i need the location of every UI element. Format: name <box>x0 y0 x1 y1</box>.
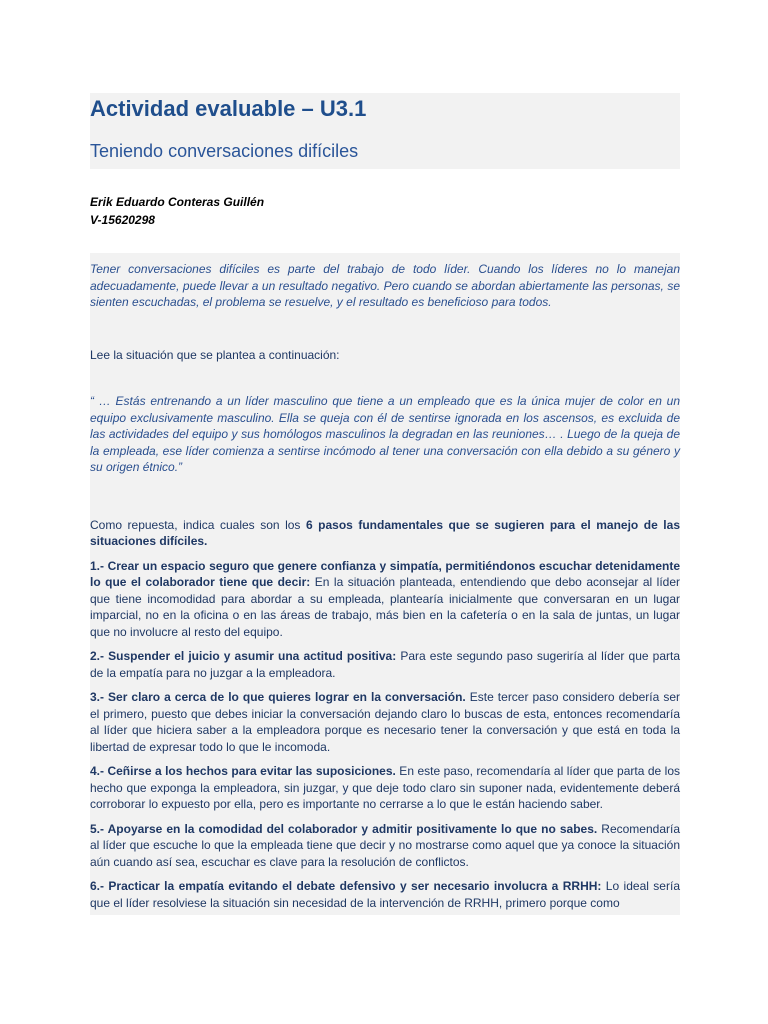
title-block <box>90 93 680 169</box>
step-text: Este tercer paso considero debería ser el primero, puesto que debes iniciar la conversación dejando claro lo buscas de esta, entonces recomendaría al líder que hiciera saber a la empleadora porque es necesario tener la conversación y que está en toda la libertad de expresar todo lo que le incomoda. <box>90 690 680 754</box>
step-text: Para este segundo paso sugeriría al líder que parta de la empatía para no juzgar a la empleadora. <box>90 649 681 680</box>
step-text: En este paso, recomendaría al líder que parta de los hecho que exponga la empleadora, sin juzgar, y que deje todo claro sin suponer nada, evidentemente deberá corroborar lo expuesto por ella, pero es importante no cerrarse a lo que le están haciendo saber. <box>90 764 680 811</box>
step-text: Recomendaría al líder que escuche lo que la empleada tiene que decir y no mostrarse como aquel que ya conoce la situación aún cuando así sea, escuchar es clave para la resolución de conflictos. <box>90 821 680 869</box>
body-area <box>90 253 680 915</box>
step-heading: 3.- Ser claro a cerca de lo que quieres lograr en la conversación. <box>90 690 466 704</box>
step-heading: 1.- Crear un espacio seguro que genere confianza y simpatía, permitiéndonos escuchar detenidamente lo que el colaborador tiene que decir: <box>90 558 680 589</box>
step-heading: 2.- Suspender el juicio y asumir una actitud positiva: <box>90 649 397 663</box>
step-heading: 6.- Practicar la empatía evitando el debate defensivo y ser necesario involucra a RRHH: <box>90 879 602 893</box>
situation-quote: “ … Estás entrenando a un líder masculino que tiene a un empleado que es la única mujer de color en un equipo exclusivamente masculino. Ella se queja con él de sentirse ignorada en los ascensos, es excluida de las actividades del equipo y sus homólogos masculinos la degradan en las reuniones… . Luego de la queja de la empleada, ese líder comienza a sentirse incómodo al tener una conversación con ella debido a su género y su origen étnico.” <box>90 394 680 474</box>
instruction-paragraph <box>90 517 680 550</box>
document-subtitle: Teniendo conversaciones difíciles <box>90 141 359 161</box>
author-block <box>90 193 680 229</box>
author-id: V-15620298 <box>90 213 155 227</box>
step-text: Lo ideal sería que el líder resolviese la situación sin necesidad de la intervención de RRHH, primero porque como <box>90 879 680 910</box>
step-paragraph <box>90 648 680 681</box>
step-text: En la situación planteada, entendiendo que debo aconsejar al líder que tiene incomodidad para abordar a su empleada, plantearía inicialmente que conversaran en un lugar imparcial, no en la oficina o en las áreas de trabajo, más bien en la cafetería o en la sala de juntas, un lugar que no involucre al resto del equipo. <box>90 575 681 639</box>
step-paragraph <box>90 821 680 871</box>
intro-paragraph: Tener conversaciones difíciles es parte del trabajo de todo líder. Cuando los líderes no lo manejan adecuadamente, puede llevar a un resultado negativo. Pero cuando se abordan abiertamente las personas, se sienten escuchadas, el problema se resuelve, y el resultado es beneficioso para todos. <box>90 262 680 309</box>
step-heading: 5.- Apoyarse en la comodidad del colaborador y admitir positivamente lo que no sabes. <box>90 821 598 836</box>
document-title: Actividad evaluable – U3.1 <box>90 96 367 121</box>
instruction-bold: 6 pasos fundamentales que se sugieren para el manejo de las situaciones difíciles. <box>90 517 680 548</box>
instruction-prefix: Como repuesta, indica cuales son los <box>90 517 306 532</box>
author-name: Erik Eduardo Conteras Guillén <box>90 195 265 209</box>
step-paragraph <box>90 689 680 755</box>
step-paragraph <box>90 763 680 813</box>
situation-prompt: Lee la situación que se plantea a continuación: <box>90 347 340 362</box>
document-content <box>90 93 680 915</box>
step-heading: 4.- Ceñirse a los hechos para evitar las suposiciones. <box>90 764 396 778</box>
step-paragraph <box>90 878 680 911</box>
step-paragraph <box>90 558 680 641</box>
